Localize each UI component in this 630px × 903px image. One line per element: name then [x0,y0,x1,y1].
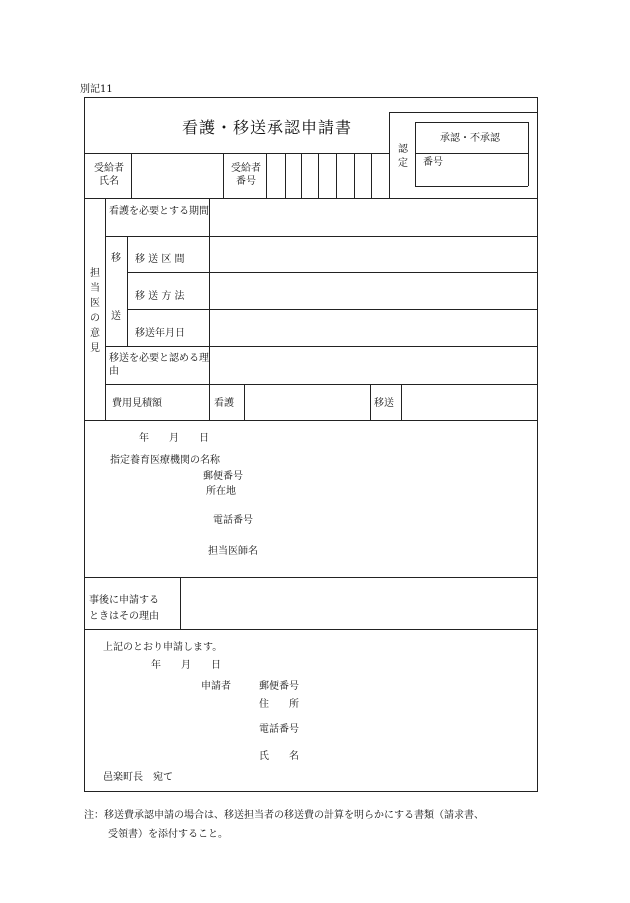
institution-address-label: 所在地 [206,486,236,497]
institution-name-label: 指定養育医療機関の名称 [110,455,220,466]
institution-postal-label: 郵便番号 [203,471,243,482]
opinion-label-char: 見 [90,343,100,354]
applicant-address-label: 住 所 [259,699,299,710]
opinion-label-char: 意 [90,328,100,339]
applicant-label: 申請者 [201,681,231,692]
applicant-name-label: 氏 名 [259,751,299,762]
approval-number-label: 番号 [423,157,443,168]
nursing-period-label: 看護を必要とする期間 [109,206,209,217]
recipient-name-label: 受給者 氏名 [94,163,124,187]
addressee: 邑楽町長 宛て [103,772,173,783]
applicant-phone-label: 電話番号 [259,724,299,735]
transport-date-label: 移送年月日 [135,328,185,339]
opinion-label-char: の [90,313,100,324]
opinion-label-char: 医 [90,298,100,309]
cost-estimate-label: 費用見積額 [112,398,162,409]
footnote-line-1: 注：移送費承認申請の場合は、移送担当者の移送費の計算を明らかにする書類（請求書、 [84,810,484,821]
application-date: 年 月 日 [151,660,221,671]
form-title: 看護・移送承認申請書 [182,118,353,137]
opinion-date: 年 月 日 [139,433,209,444]
recipient-number-label: 受給者 番号 [231,163,261,187]
transport-method-label: 移 送 方 法 [135,291,185,302]
approval-label-char: 認 [398,144,408,155]
transport-reason-label: 移送を必要と認める理由 [109,353,209,377]
nursing-cost-label: 看護 [214,398,234,409]
transport-section-label: 移 送 区 間 [135,254,185,265]
institution-phone-label: 電話番号 [213,515,253,526]
doctor-name-label: 担当医師名 [208,546,258,557]
application-statement: 上記のとおり申請します。 [103,642,223,653]
opinion-label-char: 担 [90,268,100,279]
opinion-label-char: 当 [90,283,100,294]
transport-label-char: 移 [111,253,121,264]
applicant-postal-label: 郵便番号 [259,681,299,692]
post-application-reason-label: 事後に申請する ときはその理由 [89,595,159,622]
form-reference: 別記11 [80,84,113,95]
approval-status: 承認・不承認 [440,133,500,144]
transport-cost-label: 移送 [374,398,394,409]
transport-label-char: 送 [111,311,121,322]
approval-label-char: 定 [398,158,408,169]
footnote-line-2: 受領書）を添付すること。 [108,829,228,840]
